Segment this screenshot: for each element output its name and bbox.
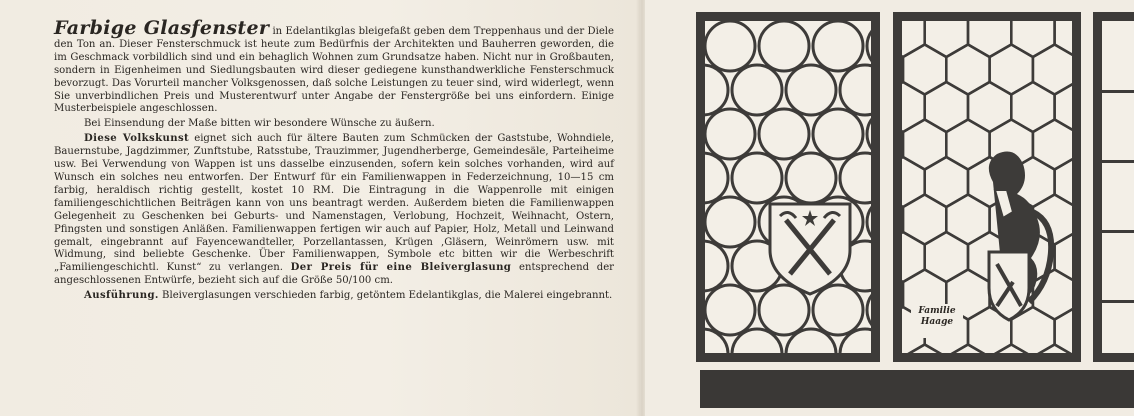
intro-text: in Edelantikglas bleigefaßt geben dem Treppenhaus und der Diele den Ton an. Dieser Fensterschmuck ist heute zum Bedürfnis der Architekten und Bauherren geworden, die im Geschmack vorbildlich sind und ein behaglich Wohnen zum Grundsatze haben. Nicht nur in Großbauten, sondern in Eigenheimen und Siedlungsbauten wird dieser gediegene kunsthandwerkliche Fensterschmuck bevorzugt. Das Vorurteil mancher Volksgenossen, daß solche Leistungen zu teuer sind, wird widerlegt, wenn Sie unverbindlichen Preis und Musterentwurf unter Angabe der Fenstergröße bei uns einfordern. Einige Musterbeispiele angeschlossen. — [54, 26, 615, 115]
crest-caption-line1: Familie — [918, 306, 956, 316]
page-title: Farbige Glasfenster — [54, 17, 270, 39]
volkskunst-paragraph — [54, 133, 614, 288]
intro-paragraph — [54, 17, 615, 116]
text-block — [54, 17, 615, 303]
volkskunst-heading: Diese Volkskunst — [84, 133, 190, 145]
price-heading: Der Preis für eine Bleiverglasung — [290, 262, 512, 274]
window-circles-drawing — [696, 12, 880, 362]
measurements-paragraph: Bei Einsendung der Maße bitten wir besondere Wünsche zu äußern. — [84, 118, 435, 130]
crest-caption — [917, 306, 957, 328]
window-grid-partial — [1093, 12, 1134, 362]
volkskunst-text: eignet sich auch für ältere Bauten zum Schmücken der Gaststube, Wohndiele, Bauernstube, Jagdzimmer, Zunftstube, Ratsstube, Trauzimmer, Jugendherberge, Gemeindesäle, Parteiheime usw. Bei Verwendung von Wappen ist uns dasselbe einzusenden, sofern kein solches vorhanden, wird auf Wunsch ein solches neu entworfen. Der Entwurf für ein Familienwappen in Federzeichnung, 10—15 cm farbig, heraldisch richtig gestellt, kostet 10 RM. Die Eintragung in die Wappenrolle mit einigen familiengeschichtlichen Beiträgen kann von uns beantragt werden. Außerdem bieten die Familienwappen Gelegenheit zu Geschenken bei Geburts- und Namenstagen, Verlobung, Hochzeit, Weihnacht, Ostern, Pfingsten und sonstigen Anläßen. Familienwappen fertigen wir auch auf Papier, Holz, Metall und Leinwand gemalt, eingebrannt auf Fayencewandteller, Porzellantassen, Krügen ,Gläsern, Weinrömern usw. mit Widmung, sind beliebte Geschenke. Über Familienwappen, Symbole etc bitten wir die Werbeschrift „Familiengeschichtl. Kunst“ zu verlangen. — [54, 133, 614, 274]
bottom-bar — [700, 370, 1134, 408]
ausfuehrung-heading: Ausführung. — [84, 290, 159, 302]
window-circles — [696, 12, 880, 362]
window-grid-drawing — [1093, 12, 1134, 362]
price-text: entsprechend der angeschlossenen Entwürfe, bezieht sich auf die Größe 50/100 cm. — [54, 262, 614, 287]
crest-caption-line2: Haage — [920, 317, 954, 327]
ausfuehrung-paragraph — [54, 290, 614, 303]
ausfuehrung-text: Bleiverglasungen verschieden farbig, getöntem Edelantikglas, die Malerei eingebrannt. — [158, 290, 613, 302]
